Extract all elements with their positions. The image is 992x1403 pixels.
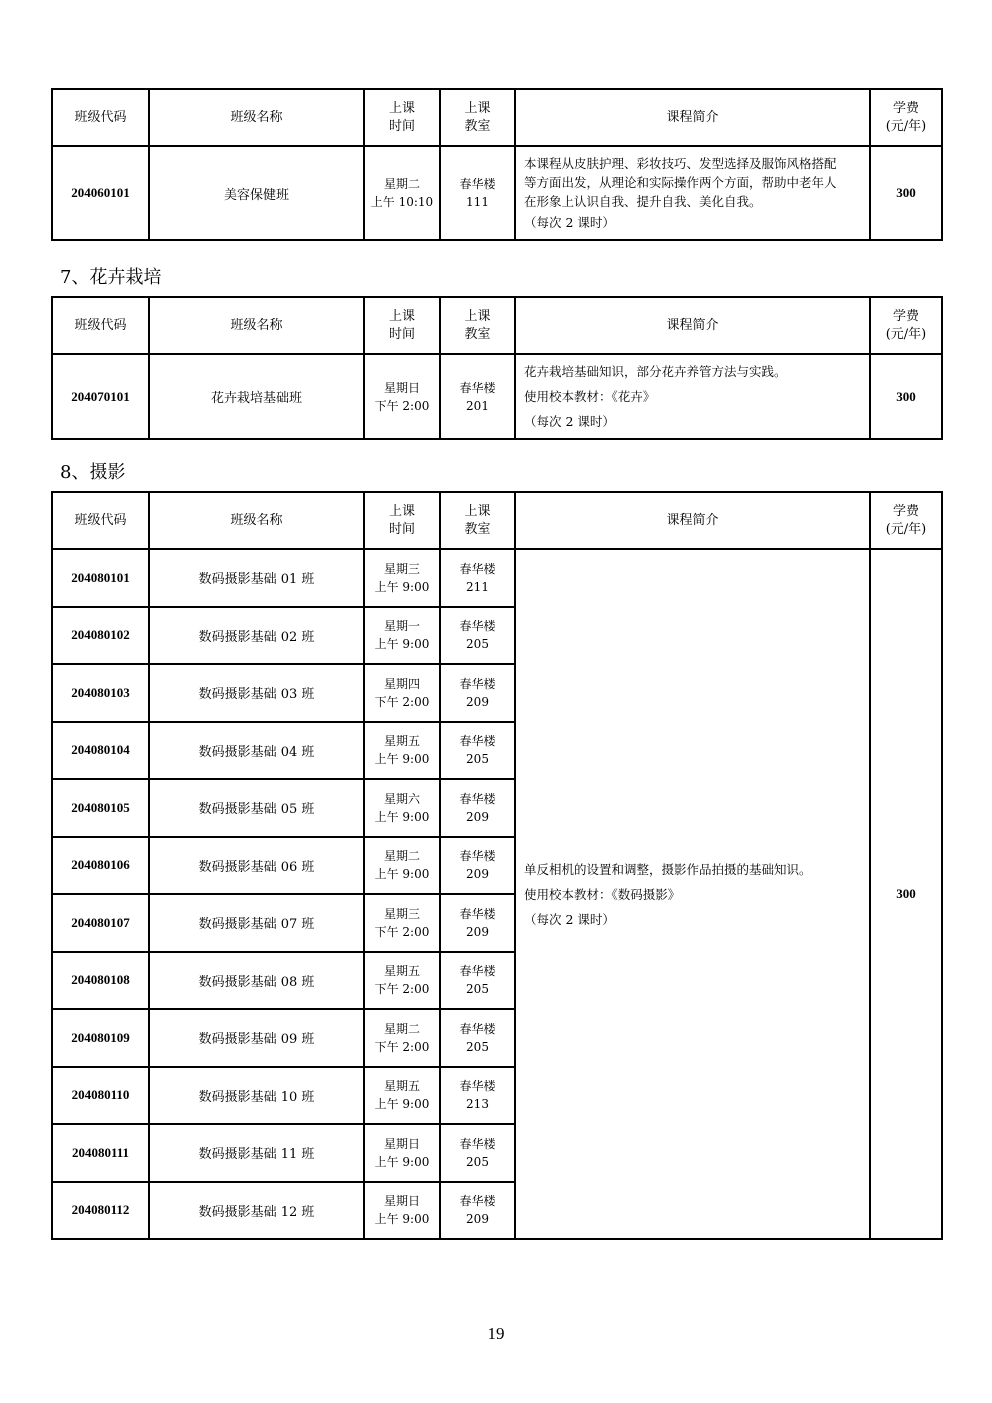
class-room (440, 1182, 515, 1240)
description-note: （每次 2 课时） (524, 215, 615, 230)
class-hour: 上午 9:00 (374, 867, 430, 882)
tuition-fee: 300 (870, 549, 942, 1239)
header-time-line2: 时间 (388, 118, 415, 134)
class-day: 星期四 (383, 676, 420, 691)
class-building: 春华楼 (459, 561, 496, 576)
class-room (440, 952, 515, 1010)
class-day: 星期三 (383, 561, 420, 576)
header-code: 班级代码 (52, 297, 149, 354)
class-name: 数码摄影基础 09 班 (149, 1009, 364, 1067)
header-code: 班级代码 (52, 492, 149, 549)
class-room (440, 146, 515, 240)
section-title-photography: 8、摄影 (60, 462, 126, 483)
class-room (440, 549, 515, 607)
class-building: 春华楼 (459, 964, 496, 979)
header-fee-line2: (元/年) (885, 326, 927, 342)
section-title-flowers: 7、花卉栽培 (60, 267, 162, 288)
class-room (440, 1124, 515, 1182)
class-room-number: 111 (466, 195, 489, 209)
class-room-number: 205 (466, 637, 489, 652)
class-time (364, 607, 440, 665)
class-room-number: 213 (466, 1097, 489, 1112)
table-header-row (52, 297, 942, 354)
class-code: 204080108 (52, 952, 149, 1010)
class-name: 数码摄影基础 04 班 (149, 722, 364, 780)
class-building: 春华楼 (459, 676, 496, 691)
class-day: 星期日 (383, 1136, 420, 1151)
header-time (364, 297, 440, 354)
class-name: 数码摄影基础 10 班 (149, 1067, 364, 1125)
class-time (364, 1182, 440, 1240)
header-name: 班级名称 (149, 89, 364, 146)
class-time (364, 354, 440, 439)
class-room (440, 354, 515, 439)
class-room (440, 664, 515, 722)
header-time (364, 492, 440, 549)
header-fee-line2: (元/年) (885, 118, 927, 134)
description-line: 使用校本教材：《花卉》 (524, 389, 656, 404)
class-room-number: 209 (466, 867, 489, 882)
class-time (364, 1124, 440, 1182)
class-building: 春华楼 (459, 619, 496, 634)
description-line: 等方面出发，从理论和实际操作两个方面，帮助中老年人 (524, 175, 837, 190)
course-description (515, 354, 870, 439)
header-fee-line1: 学费 (892, 308, 919, 324)
class-time (364, 952, 440, 1010)
class-time (364, 779, 440, 837)
header-room-line1: 上课 (464, 100, 491, 116)
class-room (440, 1009, 515, 1067)
description-line: 使用校本教材：《数码摄影》 (524, 886, 681, 902)
class-hour: 上午 9:00 (374, 752, 430, 767)
header-code: 班级代码 (52, 89, 149, 146)
class-time (364, 664, 440, 722)
header-room-line1: 上课 (464, 308, 491, 324)
class-code: 204080111 (52, 1124, 149, 1182)
header-room-line1: 上课 (464, 503, 491, 519)
header-desc: 课程简介 (515, 297, 870, 354)
class-building: 春华楼 (459, 849, 496, 864)
class-room-number: 209 (466, 1212, 489, 1227)
description-note: （每次 2 课时） (524, 414, 615, 429)
header-time-line1: 上课 (388, 100, 415, 116)
header-fee-line1: 学费 (892, 100, 919, 116)
class-code: 204080112 (52, 1182, 149, 1240)
class-name: 数码摄影基础 12 班 (149, 1182, 364, 1240)
class-hour: 下午 2:00 (374, 1039, 430, 1054)
class-room (440, 607, 515, 665)
class-name: 数码摄影基础 06 班 (149, 837, 364, 895)
header-name: 班级名称 (149, 297, 364, 354)
description-note: （每次 2 课时） (524, 911, 615, 927)
class-building: 春华楼 (459, 734, 496, 749)
class-day: 星期二 (383, 177, 420, 191)
class-day: 星期三 (383, 906, 420, 921)
class-name: 数码摄影基础 03 班 (149, 664, 364, 722)
class-hour: 下午 2:00 (374, 924, 430, 939)
class-building: 春华楼 (459, 1079, 496, 1094)
header-time-line1: 上课 (388, 308, 415, 324)
class-code: 204070101 (52, 354, 149, 439)
class-name: 数码摄影基础 11 班 (149, 1124, 364, 1182)
class-day: 星期五 (383, 734, 420, 749)
class-time (364, 549, 440, 607)
class-room (440, 894, 515, 952)
class-code: 204060101 (52, 146, 149, 240)
class-day: 星期二 (383, 849, 420, 864)
class-day: 星期二 (383, 1021, 420, 1036)
class-hour: 下午 2:00 (374, 694, 430, 709)
class-time (364, 1009, 440, 1067)
class-building: 春华楼 (459, 177, 496, 191)
class-day: 星期一 (383, 619, 420, 634)
class-hour: 下午 2:00 (374, 982, 430, 997)
course-table-photography (51, 491, 943, 1240)
class-code: 204080107 (52, 894, 149, 952)
header-fee (870, 89, 942, 146)
class-day: 星期日 (383, 1194, 420, 1209)
class-room (440, 779, 515, 837)
description-line: 花卉栽培基础知识，部分花卉养管方法与实践。 (524, 364, 787, 379)
class-hour: 上午 9:00 (374, 1212, 430, 1227)
class-day: 星期日 (383, 380, 420, 395)
class-room-number: 211 (466, 579, 489, 594)
class-time (364, 837, 440, 895)
class-day: 星期五 (383, 964, 420, 979)
class-name: 美容保健班 (149, 146, 364, 240)
class-name: 数码摄影基础 01 班 (149, 549, 364, 607)
header-fee (870, 492, 942, 549)
class-room-number: 209 (466, 924, 489, 939)
header-room-line2: 教室 (464, 326, 491, 342)
header-room (440, 297, 515, 354)
page-number: 19 (487, 1324, 505, 1343)
class-name: 数码摄影基础 07 班 (149, 894, 364, 952)
header-fee (870, 297, 942, 354)
header-room-line2: 教室 (464, 118, 491, 134)
class-room-number: 209 (466, 809, 489, 824)
class-name: 花卉栽培基础班 (149, 354, 364, 439)
header-fee-line2: (元/年) (885, 521, 927, 537)
course-table-beauty (51, 88, 943, 241)
class-room-number: 205 (466, 982, 489, 997)
class-name: 数码摄影基础 05 班 (149, 779, 364, 837)
class-code: 204080109 (52, 1009, 149, 1067)
course-description (515, 146, 870, 240)
description-line: 单反相机的设置和调整，摄影作品拍摄的基础知识。 (524, 861, 812, 877)
class-room (440, 1067, 515, 1125)
header-room-line2: 教室 (464, 521, 491, 537)
class-day: 星期六 (383, 791, 420, 806)
class-hour: 上午 9:00 (374, 809, 430, 824)
class-room-number: 205 (466, 1154, 489, 1169)
header-room (440, 89, 515, 146)
class-code: 204080110 (52, 1067, 149, 1125)
header-room (440, 492, 515, 549)
class-hour: 上午 9:00 (374, 1154, 430, 1169)
class-room (440, 837, 515, 895)
class-building: 春华楼 (459, 1021, 496, 1036)
class-code: 204080105 (52, 779, 149, 837)
class-name: 数码摄影基础 08 班 (149, 952, 364, 1010)
table-row (52, 354, 942, 439)
class-building: 春华楼 (459, 1194, 496, 1209)
class-building: 春华楼 (459, 380, 496, 395)
header-desc: 课程简介 (515, 89, 870, 146)
class-code: 204080102 (52, 607, 149, 665)
class-time (364, 146, 440, 240)
class-room (440, 722, 515, 780)
header-fee-line1: 学费 (892, 503, 919, 519)
class-time (364, 722, 440, 780)
header-desc: 课程简介 (515, 492, 870, 549)
class-day: 星期五 (383, 1079, 420, 1094)
class-code: 204080106 (52, 837, 149, 895)
class-building: 春华楼 (459, 1136, 496, 1151)
tuition-fee: 300 (870, 146, 942, 240)
class-building: 春华楼 (459, 791, 496, 806)
header-time (364, 89, 440, 146)
class-code: 204080101 (52, 549, 149, 607)
class-room-number: 205 (466, 1039, 489, 1054)
course-description (515, 549, 870, 1239)
class-code: 204080104 (52, 722, 149, 780)
description-line: 本课程从皮肤护理、彩妆技巧、发型选择及服饰风格搭配 (524, 156, 837, 171)
header-time-line1: 上课 (388, 503, 415, 519)
tuition-fee: 300 (870, 354, 942, 439)
class-code: 204080103 (52, 664, 149, 722)
class-room-number: 201 (466, 398, 489, 413)
table-header-row (52, 89, 942, 146)
class-hour: 上午 9:00 (374, 579, 430, 594)
class-hour: 上午 9:00 (374, 637, 430, 652)
class-hour: 下午 2:00 (374, 398, 430, 413)
course-table-flowers (51, 296, 943, 440)
header-time-line2: 时间 (388, 326, 415, 342)
header-time-line2: 时间 (388, 521, 415, 537)
description-line: 在形象上认识自我、提升自我、美化自我。 (524, 194, 762, 209)
class-name: 数码摄影基础 02 班 (149, 607, 364, 665)
class-hour: 上午 10:10 (370, 195, 434, 209)
table-row (52, 146, 942, 240)
class-hour: 上午 9:00 (374, 1097, 430, 1112)
class-building: 春华楼 (459, 906, 496, 921)
header-name: 班级名称 (149, 492, 364, 549)
class-time (364, 1067, 440, 1125)
table-row (52, 549, 942, 607)
class-room-number: 205 (466, 752, 489, 767)
class-time (364, 894, 440, 952)
table-header-row (52, 492, 942, 549)
class-room-number: 209 (466, 694, 489, 709)
